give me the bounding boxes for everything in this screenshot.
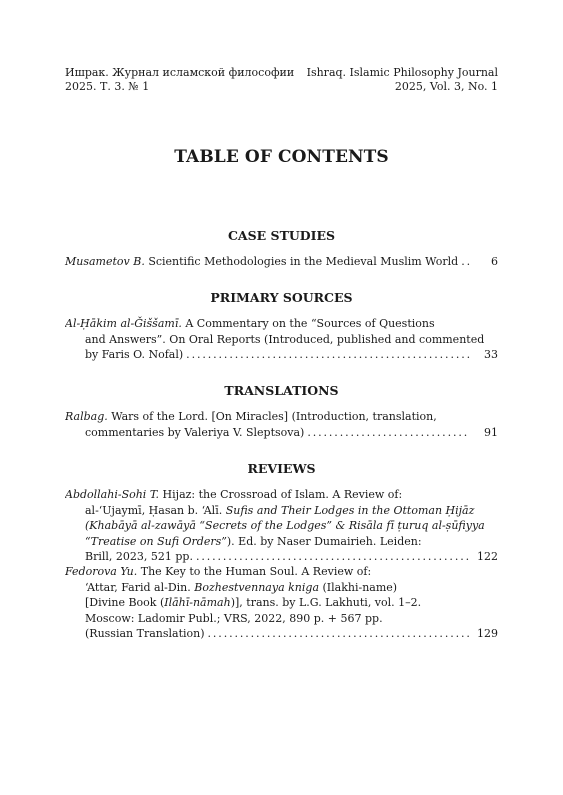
toc-entry-fedorova[interactable] <box>65 564 498 642</box>
toc-entry-abdollahi-sohi[interactable] <box>65 487 498 565</box>
entry-title: Scientific Methodologies in the Medieval Muslim World <box>144 255 459 268</box>
entry-line <box>65 564 498 580</box>
toc-line <box>65 347 498 363</box>
entry-text: by Faris O. Nofal) <box>85 348 184 361</box>
toc-entry-musametov[interactable] <box>65 254 498 270</box>
entry-page-number: 129 <box>477 627 498 640</box>
journal-name-en: Ishraq. Islamic Philosophy Journal <box>306 66 498 79</box>
section-heading-primary-sources: PRIMARY SOURCES <box>210 290 353 305</box>
entry-book-title: “Treatise on Sufi Orders” <box>85 534 227 548</box>
entry-text: ). Ed. by Naser Dumairieh. Leiden: <box>226 534 422 548</box>
toc-line <box>65 425 498 441</box>
entry-line <box>65 580 498 596</box>
dot-leader <box>461 254 470 270</box>
entry-text: )], trans. by L.G. Lakhuti, vol. 1–2. <box>230 596 422 609</box>
dot-leader <box>208 626 470 642</box>
entry-text <box>65 254 458 270</box>
toc-line <box>65 549 498 565</box>
entry-title: Wars of the Lord. [On Miracles] (Introduction, translation, <box>107 410 437 423</box>
entry-text: al-‘Ujaymī, Ḥasan b. ‘Alī. <box>85 503 226 517</box>
entry-line <box>65 518 498 534</box>
section-heading-translations: TRANSLATIONS <box>224 383 339 398</box>
section-heading-reviews: REVIEWS <box>247 461 316 476</box>
entry-page-number: 91 <box>484 425 498 439</box>
entry-author: Fedorova Yu. <box>65 565 138 578</box>
entry-line: and Answers”. On Oral Reports (Introduced, published and commented <box>85 332 485 346</box>
entry-text: (Ilakhi-name) <box>319 580 398 594</box>
journal-header-english <box>307 66 498 94</box>
entry-line <box>65 316 498 332</box>
toc-line <box>65 626 498 642</box>
entry-book-title: Ilāhī-nāmah <box>164 596 231 609</box>
entry-text: (Russian Translation) <box>85 627 205 640</box>
dot-leader <box>186 347 470 363</box>
entry-line <box>65 534 498 550</box>
entry-book-title: (Khabāyā al-zawāyā “Secrets of the Lodges” & Risāla fī ṭuruq al-ṣūfiyya <box>85 519 485 532</box>
entry-text: Brill, 2023, 521 pp. <box>85 550 193 563</box>
entry-text: [Divine Book ( <box>85 596 165 609</box>
entry-line <box>65 595 498 611</box>
page-title: TABLE OF CONTENTS <box>174 147 389 167</box>
entry-page-number: 6 <box>491 255 498 268</box>
section-heading-case-studies: CASE STUDIES <box>227 228 336 243</box>
dot-leader <box>307 425 470 441</box>
entry-page-number: 33 <box>484 348 498 361</box>
entry-page-number: 122 <box>477 550 498 563</box>
toc-entry-al-hakim[interactable] <box>65 316 498 363</box>
entry-book-title: Sufis and Their Lodges in the Ottoman Ḥijāz <box>225 503 475 517</box>
dot-leader <box>196 549 470 565</box>
entry-author: Al-Ḥākim al-Ǧiššamī. <box>65 317 182 330</box>
entry-author: Musametov B. <box>65 255 145 268</box>
entry-line <box>65 487 498 503</box>
journal-name-ru: Ишрак. Журнал исламской философии <box>65 66 295 79</box>
journal-issue-ru: 2025. Т. 3. № 1 <box>65 80 150 93</box>
entry-author: Abdollahi-Sohi T. <box>65 488 160 501</box>
entry-title: A Commentary on the “Sources of Questions <box>181 317 435 330</box>
entry-title: Hijaz: the Crossroad of Islam. A Review of: <box>159 488 403 501</box>
toc-line <box>65 254 498 270</box>
entry-title: The Key to the Human Soul. A Review of: <box>137 565 372 578</box>
toc-entry-ralbag[interactable] <box>65 409 498 440</box>
entry-line: Moscow: Ladomir Publ.; VRS, 2022, 890 p. + 567 pp. <box>85 611 383 625</box>
entry-text: commentaries by Valeriya V. Sleptsova) <box>85 425 305 439</box>
entry-line <box>65 409 498 425</box>
entry-book-title: Bozhestvennaya kniga <box>194 580 319 594</box>
journal-header-russian <box>65 66 294 94</box>
journal-issue-en: 2025, Vol. 3, No. 1 <box>394 80 498 93</box>
entry-text: ‘Attar, Farid al-Din. <box>85 580 195 594</box>
entry-author: Ralbag. <box>65 410 108 423</box>
entry-line <box>65 503 498 519</box>
